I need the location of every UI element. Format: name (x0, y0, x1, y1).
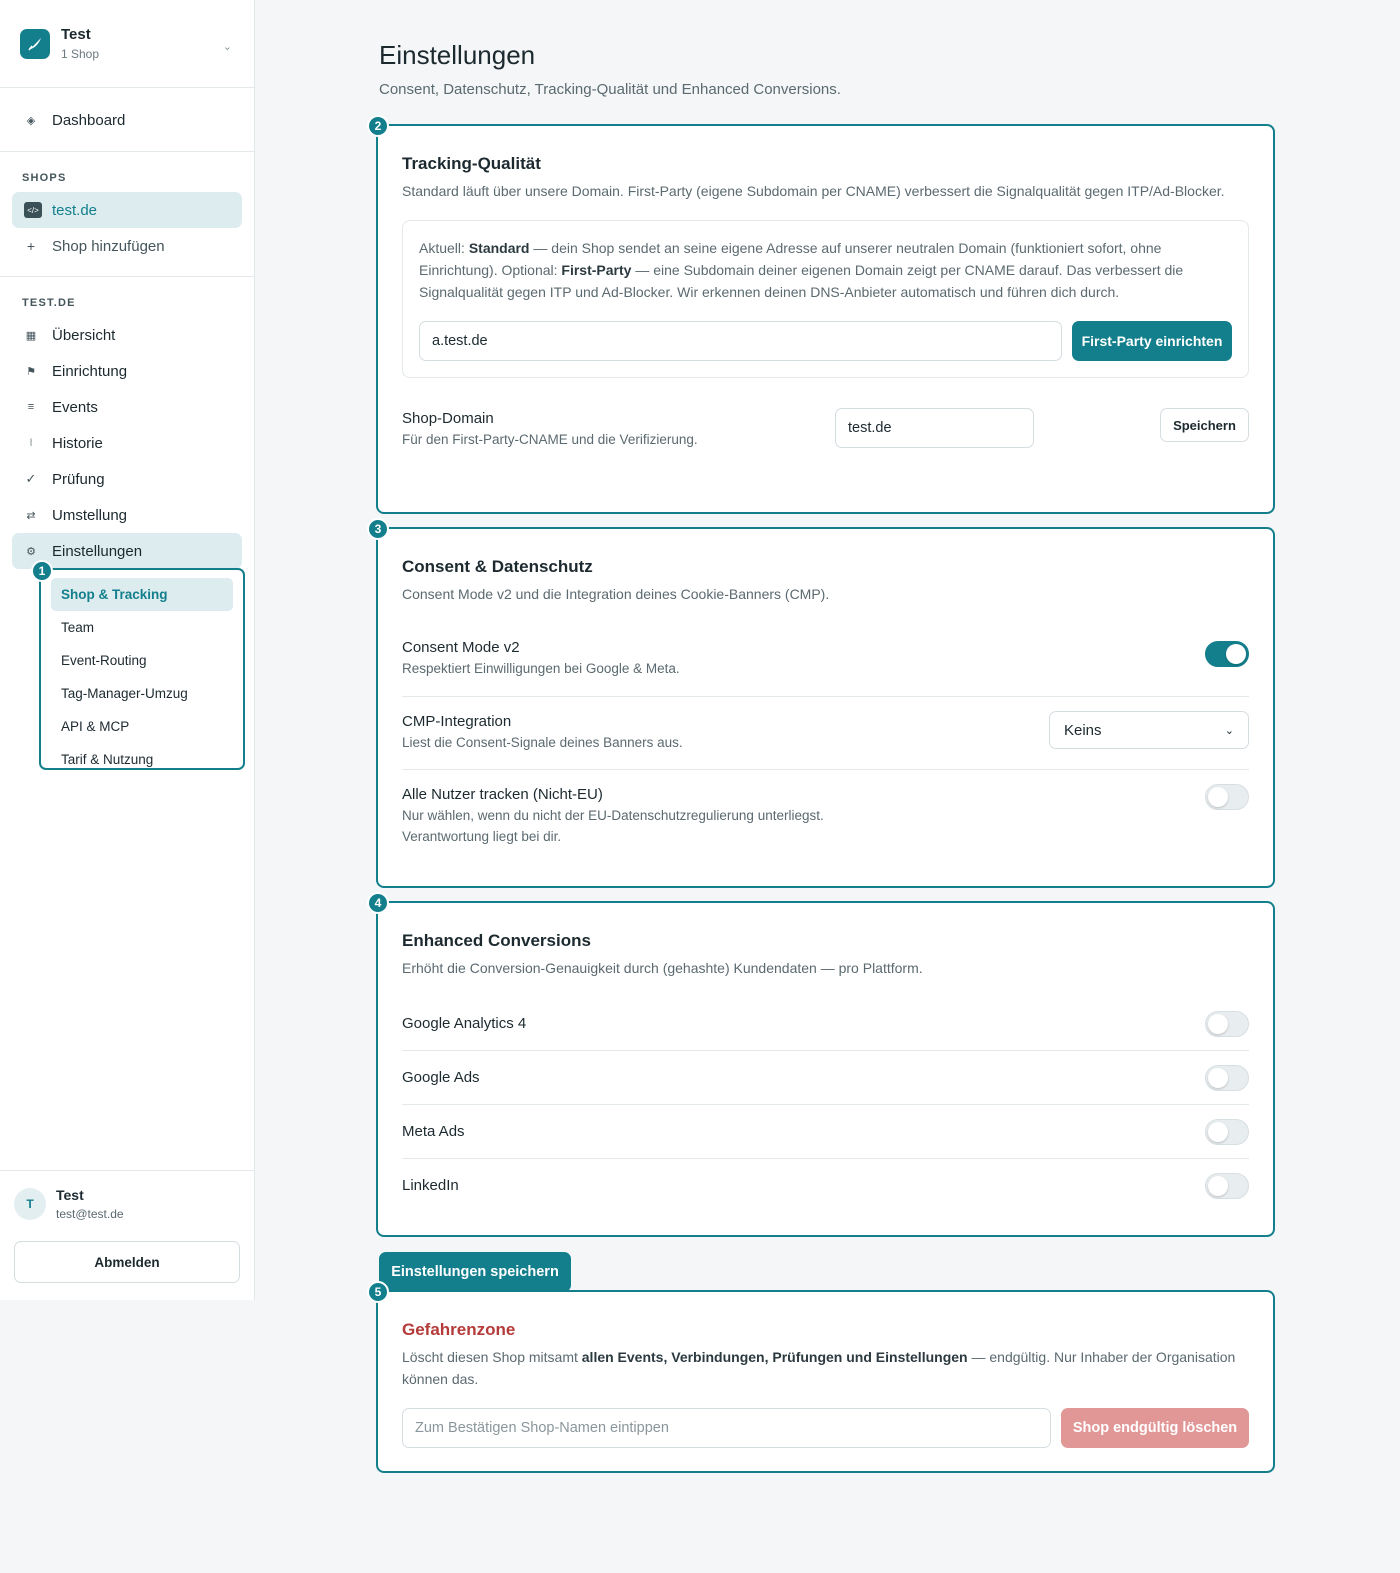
sidebar (0, 0, 255, 1300)
code-file-icon: </> (24, 202, 42, 218)
subnav-api-mcp[interactable]: API & MCP (61, 719, 130, 734)
subnav-team[interactable]: Team (61, 620, 95, 635)
add-shop-link[interactable] (12, 228, 242, 264)
platform-row (402, 1105, 1249, 1159)
step-badge-2: 2 (367, 115, 389, 137)
platform-row (402, 1051, 1249, 1105)
grid-icon: ▦ (25, 329, 37, 342)
user-name: Test (56, 1187, 84, 1203)
check-icon: ✓ (25, 471, 37, 486)
consent-title: Consent & Datenschutz (402, 557, 593, 576)
save-settings-button[interactable]: Einstellungen speichern (379, 1252, 571, 1292)
first-party-setup-button[interactable]: First-Party einrichten (1072, 321, 1232, 361)
platform-label: Google Ads (402, 1069, 480, 1086)
cmp-select[interactable] (1049, 711, 1249, 749)
shop-domain-save-button[interactable]: Speichern (1160, 408, 1249, 442)
danger-title: Gefahrenzone (402, 1320, 516, 1339)
nav-dashboard-label: Dashboard (52, 111, 126, 129)
workspace-switcher[interactable] (0, 0, 254, 88)
danger-zone-card (376, 1290, 1275, 1473)
subnav-tag-manager[interactable]: Tag-Manager-Umzug (61, 686, 188, 701)
consent-mode-toggle[interactable] (1205, 641, 1249, 667)
shop-section-label: TEST.DE (22, 297, 76, 309)
track-all-toggle[interactable] (1205, 784, 1249, 810)
settings-subnav (39, 568, 245, 770)
shop-domain-input[interactable]: test.de (835, 408, 1034, 448)
flag-icon: ⚑ (26, 365, 36, 378)
nav-label: Einstellungen (52, 542, 143, 560)
subnav-tarif[interactable]: Tarif & Nutzung (61, 752, 154, 767)
consent-mode-label: Consent Mode v2 (402, 639, 520, 656)
chevron-down-icon: ⌄ (222, 41, 232, 53)
enhanced-conversions-card (376, 901, 1275, 1237)
workspace-shop-count: 1 Shop (61, 47, 100, 61)
page-subtitle: Consent, Datenschutz, Tracking-Qualität und Enhanced Conversions. (379, 81, 841, 98)
subnav-shop-tracking[interactable]: Shop & Tracking (51, 578, 233, 611)
consent-mode-desc: Respektiert Einwilligungen bei Google & Meta. (402, 661, 680, 676)
shop-domain-desc: Für den First-Party-CNAME und die Verifizierung. (402, 432, 698, 447)
shop-item-test-de[interactable] (12, 192, 242, 228)
page-title: Einstellungen (379, 40, 536, 70)
user-email: test@test.de (56, 1207, 124, 1221)
nav-historie[interactable] (12, 425, 242, 461)
enhanced-title: Enhanced Conversions (402, 931, 591, 950)
nav-umstellung[interactable] (12, 497, 242, 533)
linkedin-toggle[interactable] (1205, 1173, 1249, 1199)
nav-pruefung[interactable] (12, 461, 242, 497)
track-all-row (402, 770, 1249, 860)
consent-card (376, 527, 1275, 888)
platform-row (402, 1159, 1249, 1213)
cmp-desc: Liest die Consent-Signale deines Banners aus. (402, 735, 683, 750)
add-shop-label: Shop hinzufügen (52, 237, 165, 255)
chevron-down-icon: ⌄ (1224, 724, 1234, 737)
nav-einrichtung[interactable] (12, 353, 242, 389)
first-party-box (402, 220, 1249, 378)
platform-label: Google Analytics 4 (402, 1015, 527, 1032)
nav-label: Umstellung (52, 506, 128, 524)
confirm-shop-name-input[interactable]: Zum Bestätigen Shop-Namen eintippen (402, 1408, 1051, 1448)
nav-dashboard[interactable] (12, 102, 242, 138)
step-badge-5: 5 (367, 1281, 389, 1303)
ga4-toggle[interactable] (1205, 1011, 1249, 1037)
gear-icon: ⚙ (26, 545, 36, 558)
cmp-row (402, 697, 1249, 770)
plus-icon: + (26, 238, 36, 254)
consent-mode-row (402, 625, 1249, 697)
tracking-quality-card (376, 124, 1275, 514)
platform-label: LinkedIn (402, 1177, 459, 1194)
nav-label: Historie (52, 434, 103, 452)
shop-domain-label: Shop-Domain (402, 410, 494, 427)
avatar: T (14, 1188, 46, 1220)
track-all-desc: Nur wählen, wenn du nicht der EU-Datenschutzregulierung unterliegst. Verantwortung liegt bei dir. (402, 808, 824, 844)
shops-section-label: SHOPS (22, 172, 67, 184)
enhanced-desc: Erhöht die Conversion-Genauigkeit durch (gehashte) Kundendaten — pro Plattform. (402, 960, 923, 976)
cmp-label: CMP-Integration (402, 713, 512, 730)
brand-logo-icon (20, 29, 50, 59)
track-all-label: Alle Nutzer tracken (Nicht-EU) (402, 786, 603, 803)
first-party-info: Aktuell: Standard — dein Shop sendet an seine eigene Adresse auf unserer neutralen Domain (funktioniert sofort, ohne Einrichtung). Optional: First-Party — eine Subdomain deiner eigenen Domain zeigt per CNAME darauf. Das verbessert die Signalqualität gegen ITP und Ad-Blocker. Wir erkennen deinen DNS-Anbieter automatisch und führen dich durch. (419, 240, 1184, 300)
tracking-title: Tracking-Qualität (402, 154, 541, 173)
platform-label: Meta Ads (402, 1123, 465, 1140)
step-badge-1: 1 (31, 560, 53, 582)
diamond-icon: ◈ (26, 114, 36, 127)
google-ads-toggle[interactable] (1205, 1065, 1249, 1091)
nav-label: Prüfung (52, 470, 105, 488)
step-badge-3: 3 (367, 518, 389, 540)
swap-icon: ⇄ (26, 509, 36, 522)
nav-events[interactable] (12, 389, 242, 425)
platform-row (402, 997, 1249, 1051)
tracking-desc: Standard läuft über unsere Domain. First-Party (eigene Subdomain per CNAME) verbessert die Signalqualität gegen ITP/Ad-Blocker. (402, 183, 1225, 199)
subnav-event-routing[interactable]: Event-Routing (61, 653, 147, 668)
subdomain-input[interactable]: a.test.de (419, 321, 1062, 361)
workspace-name: Test (61, 26, 91, 43)
nav-label: Events (52, 398, 98, 416)
hourglass-icon: ⧙ (29, 436, 33, 449)
delete-shop-button[interactable]: Shop endgültig löschen (1061, 1408, 1249, 1448)
user-panel (0, 1170, 254, 1300)
meta-ads-toggle[interactable] (1205, 1119, 1249, 1145)
danger-desc: Löscht diesen Shop mitsamt allen Events, Verbindungen, Prüfungen und Einstellungen — endgültig. Nur Inhaber der Organisation können das. (402, 1349, 1236, 1387)
list-icon: ≡ (27, 401, 35, 413)
consent-desc: Consent Mode v2 und die Integration deines Cookie-Banners (CMP). (402, 586, 830, 602)
nav-uebersicht[interactable] (12, 317, 242, 353)
step-badge-4: 4 (367, 892, 389, 914)
nav-label: Übersicht (52, 326, 116, 344)
logout-button[interactable]: Abmelden (14, 1241, 240, 1283)
cmp-select-value: Keins (1064, 721, 1102, 739)
shop-item-label: test.de (52, 201, 98, 219)
nav-label: Einrichtung (52, 362, 128, 380)
